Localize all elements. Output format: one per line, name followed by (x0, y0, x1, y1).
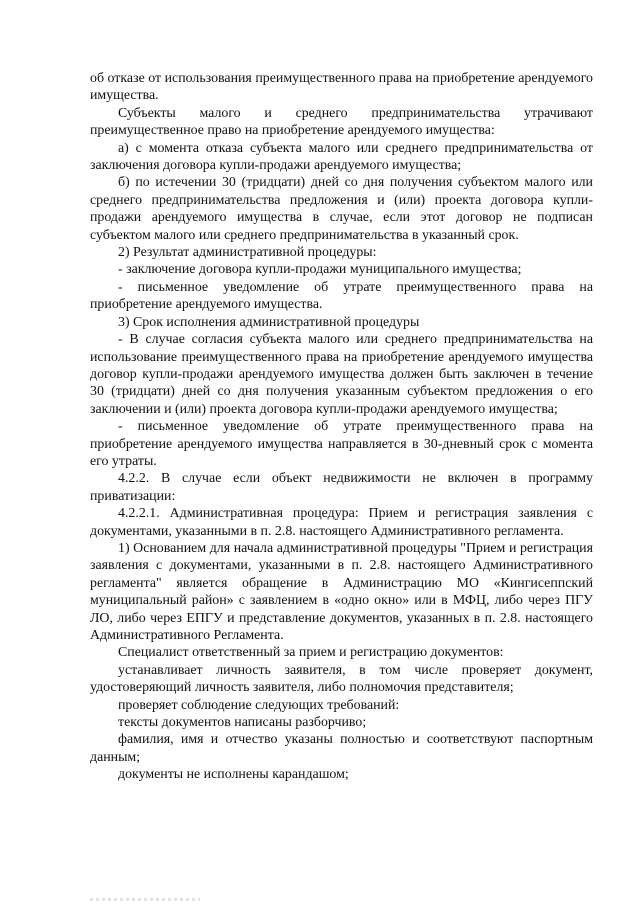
paragraph: 3) Срок исполнения административной процедуры (118, 314, 420, 330)
paragraph: об отказе от использования преимущественного права на приобретение арендуемого имущества. (90, 71, 593, 104)
paragraph: а) с момента отказа субъекта малого или среднего предпринимательства от заключения договора купли-продажи арендуемого имущества; (90, 140, 593, 174)
paragraph: Специалист ответственный за прием и регистрацию документов: (118, 645, 504, 661)
paragraph: документы не исполнены карандашом; (118, 767, 349, 783)
paragraph: проверяет соблюдение следующих требований: (118, 697, 400, 713)
paragraph: тексты документов написаны разборчиво; (118, 715, 367, 731)
scan-smudge (90, 898, 200, 901)
paragraph: б) по истечении 30 (тридцати) дней со дня получения субъектом малого или среднего предпринимательства предложения и (или) проекта договора купли-продажи арендуемого имущества в случае, если этот договор не подписан субъектом малого или среднего предпринимательства в указанный срок. (90, 175, 593, 243)
paragraph: - заключение договора купли-продажи муниципального имущества; (118, 262, 522, 278)
paragraph: фамилия, имя и отчество указаны полностью и соответствуют паспортным данным; (90, 732, 593, 765)
paragraph: устанавливает личность заявителя, в том числе проверяет документ, удостоверяющий личность заявителя, либо полномочия представителя; (90, 662, 593, 696)
paragraph: 2) Результат административной процедуры: (118, 245, 377, 261)
paragraph: 4.2.2. В случае если объект недвижимости не включен в программу приватизации: (90, 471, 593, 504)
paragraph: Субъекты малого и среднего предпринимательства утрачивают преимущественное право на приобретение арендуемого имущества: (90, 105, 593, 139)
document-text-body (90, 70, 593, 784)
paragraph: 1) Основанием для начала административной процедуры "Прием и регистрация заявления с документами, указанными в п. 2.8. настоящего Административного регламента" является обращение в Администрацию МО «Кингисеппский муниципальный район» с заявлением в «одно окно» или в МФЦ, либо через ПГУ ЛО, либо через ЕПГУ и представление документов, указанных в п. 2.8. настоящего Административного Регламента. (90, 540, 593, 643)
paragraph: 4.2.2.1. Административная процедура: Прием и регистрация заявления с документами, указанными в п. 2.8. настоящего Административного регламента. (90, 506, 593, 539)
paragraph: - письменное уведомление об утрате преимущественного права на приобретение арендуемого имущества. (90, 279, 593, 313)
paragraph: - В случае согласия субъекта малого или среднего предпринимательства на использование преимущественного права на приобретение арендуемого имущества договор купли-продажи арендуемого имущества должен быть заключен в течение 30 (тридцати) дней со дня получения указанным субъектом предложения о его заключении и (или) проекта договора купли-продажи арендуемого имущества; (90, 332, 593, 417)
paragraph: - письменное уведомление об утрате преимущественного права на приобретение арендуемого имущества направляется в 30-дневный срок с момента его утраты. (90, 419, 593, 469)
